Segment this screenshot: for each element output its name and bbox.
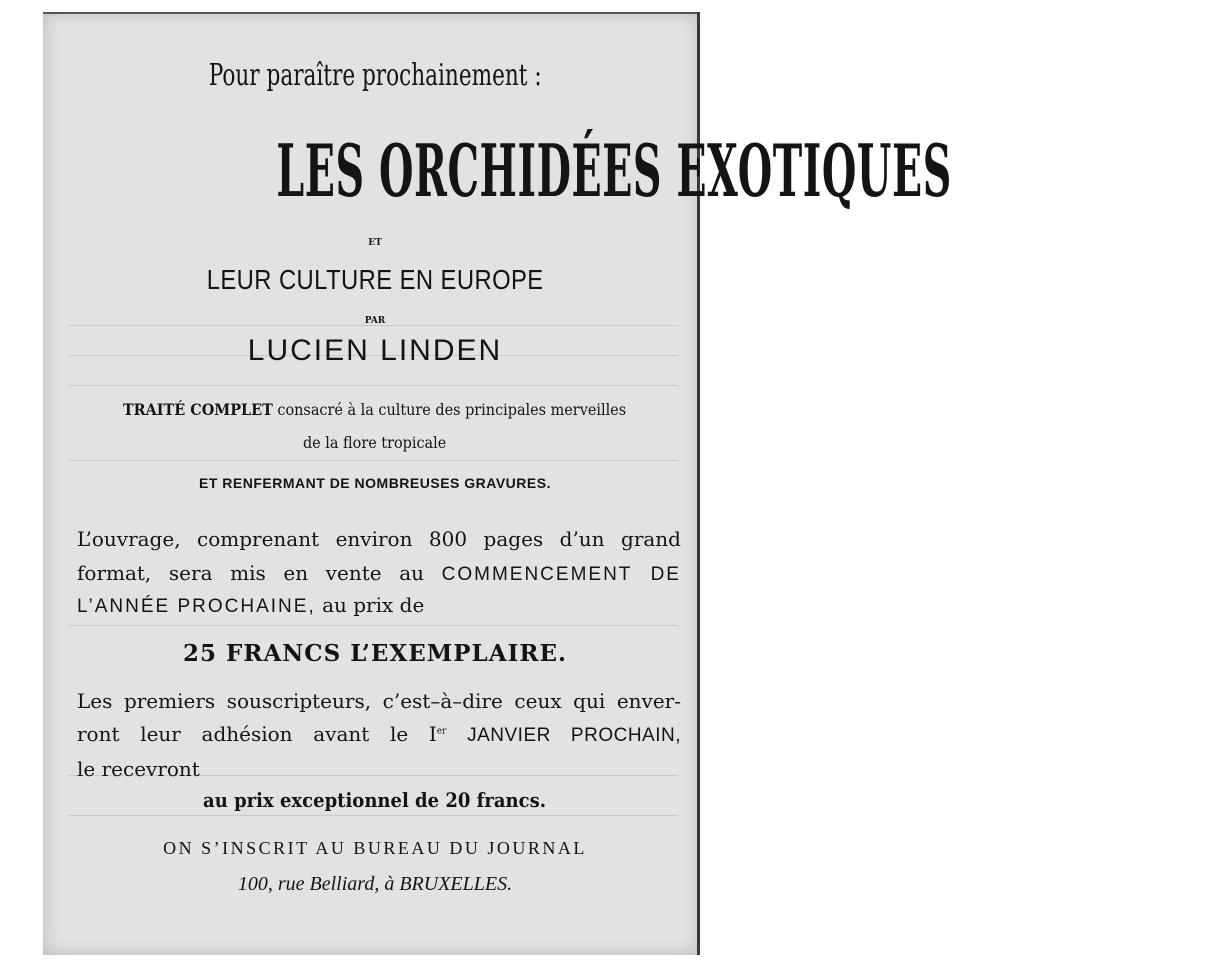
price: 25 FRANCS L’EXEMPLAIRE. [182,640,567,667]
special-price: au prix exceptionnel de 20 francs. [203,788,547,812]
conjunction: ET [368,238,382,248]
description-line-2: de la flore tropicale [303,433,447,452]
book-subtitle: LEUR CULTURE EN EUROPE [206,264,544,295]
author-name: LUCIEN LINDEN [247,334,503,367]
heading: Pour paraître prochainement : [208,58,542,93]
address: 100, rue Belliard, à BRUXELLES. [237,873,513,895]
offer-line: L’ouvrage, comprenant environ 800 pages d’un grand [77,527,681,551]
book-title: LES ORCHIDÉES EXOTIQUES [276,128,952,213]
offer-line: L’ANNÉE PROCHAINE, au prix de [77,593,425,617]
offer-line: ront leur adhésion avant le Ier JANVIER PROCHAIN, [77,722,681,746]
engravings-note: ET RENFERMANT DE NOMBREUSES GRAVURES. [199,475,551,491]
offer-line: le recevront [77,757,200,781]
offer-line: format, sera mis en vente au COMMENCEMENT DE [77,561,681,585]
description-bold: TRAITÉ COMPLET [123,400,274,419]
description-rest: consacré à la culture des principales merveilles [277,400,627,419]
by-label: PAR [364,316,386,326]
offer-line: Les premiers souscripteurs, c’est–à–dire ceux qui enver- [77,689,681,713]
description [0,400,750,419]
subscribe-note: ON S’INSCRIT AU BUREAU DU JOURNAL [163,838,587,858]
